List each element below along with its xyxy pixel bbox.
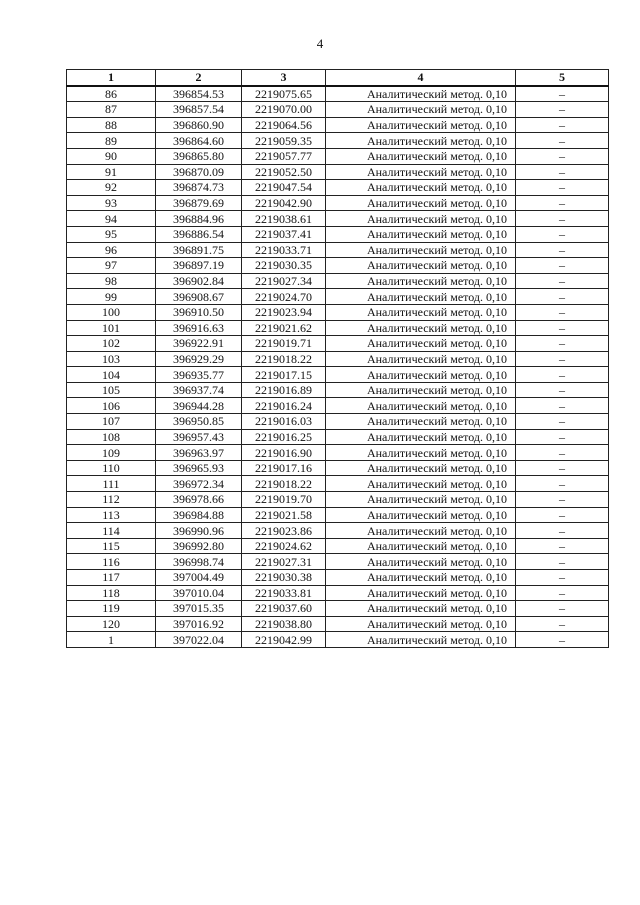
cell-method-accuracy: Аналитический метод. 0,10 xyxy=(326,195,516,211)
cell-note: – xyxy=(516,133,609,149)
cell-method-accuracy: Аналитический метод. 0,10 xyxy=(326,102,516,118)
cell-x-coordinate: 396854.53 xyxy=(156,86,242,102)
cell-y-coordinate: 2219016.24 xyxy=(242,398,326,414)
cell-point-number: 93 xyxy=(67,195,156,211)
cell-point-number: 94 xyxy=(67,211,156,227)
table-header-row xyxy=(67,70,609,86)
cell-note: – xyxy=(516,195,609,211)
cell-note: – xyxy=(516,289,609,305)
cell-note: – xyxy=(516,273,609,289)
cell-point-number: 87 xyxy=(67,102,156,118)
cell-note: – xyxy=(516,211,609,227)
table-row xyxy=(67,289,609,305)
cell-y-coordinate: 2219024.70 xyxy=(242,289,326,305)
cell-note: – xyxy=(516,585,609,601)
cell-note: – xyxy=(516,320,609,336)
cell-point-number: 107 xyxy=(67,414,156,430)
cell-method-accuracy: Аналитический метод. 0,10 xyxy=(326,570,516,586)
cell-note: – xyxy=(516,180,609,196)
cell-point-number: 115 xyxy=(67,538,156,554)
cell-y-coordinate: 2219057.77 xyxy=(242,148,326,164)
cell-note: – xyxy=(516,242,609,258)
cell-method-accuracy: Аналитический метод. 0,10 xyxy=(326,273,516,289)
cell-method-accuracy: Аналитический метод. 0,10 xyxy=(326,117,516,133)
table-body xyxy=(67,86,609,648)
cell-x-coordinate: 396950.85 xyxy=(156,414,242,430)
cell-y-coordinate: 2219017.16 xyxy=(242,460,326,476)
cell-method-accuracy: Аналитический метод. 0,10 xyxy=(326,398,516,414)
cell-method-accuracy: Аналитический метод. 0,10 xyxy=(326,616,516,632)
cell-method-accuracy: Аналитический метод. 0,10 xyxy=(326,226,516,242)
cell-x-coordinate: 396990.96 xyxy=(156,523,242,539)
cell-y-coordinate: 2219047.54 xyxy=(242,180,326,196)
cell-x-coordinate: 396916.63 xyxy=(156,320,242,336)
cell-point-number: 102 xyxy=(67,336,156,352)
cell-method-accuracy: Аналитический метод. 0,10 xyxy=(326,133,516,149)
table-row xyxy=(67,507,609,523)
cell-y-coordinate: 2219042.90 xyxy=(242,195,326,211)
cell-x-coordinate: 396929.29 xyxy=(156,351,242,367)
cell-method-accuracy: Аналитический метод. 0,10 xyxy=(326,320,516,336)
cell-note: – xyxy=(516,570,609,586)
table-row xyxy=(67,585,609,601)
table-row xyxy=(67,304,609,320)
cell-point-number: 119 xyxy=(67,601,156,617)
cell-x-coordinate: 396998.74 xyxy=(156,554,242,570)
cell-y-coordinate: 2219033.81 xyxy=(242,585,326,601)
table-row xyxy=(67,133,609,149)
cell-x-coordinate: 396944.28 xyxy=(156,398,242,414)
table-row xyxy=(67,273,609,289)
cell-point-number: 106 xyxy=(67,398,156,414)
table-row xyxy=(67,601,609,617)
table-row xyxy=(67,414,609,430)
table-row xyxy=(67,258,609,274)
cell-x-coordinate: 396857.54 xyxy=(156,102,242,118)
table-row xyxy=(67,616,609,632)
cell-method-accuracy: Аналитический метод. 0,10 xyxy=(326,242,516,258)
cell-y-coordinate: 2219016.89 xyxy=(242,382,326,398)
cell-y-coordinate: 2219016.90 xyxy=(242,445,326,461)
table-row xyxy=(67,320,609,336)
cell-x-coordinate: 396865.80 xyxy=(156,148,242,164)
cell-point-number: 113 xyxy=(67,507,156,523)
cell-point-number: 104 xyxy=(67,367,156,383)
cell-point-number: 108 xyxy=(67,429,156,445)
column-header-5: 5 xyxy=(516,70,609,86)
cell-point-number: 109 xyxy=(67,445,156,461)
cell-point-number: 100 xyxy=(67,304,156,320)
cell-note: – xyxy=(516,148,609,164)
table-row xyxy=(67,351,609,367)
cell-point-number: 120 xyxy=(67,616,156,632)
cell-note: – xyxy=(516,414,609,430)
cell-x-coordinate: 396935.77 xyxy=(156,367,242,383)
table-row xyxy=(67,164,609,180)
cell-y-coordinate: 2219070.00 xyxy=(242,102,326,118)
table-row xyxy=(67,398,609,414)
cell-y-coordinate: 2219030.38 xyxy=(242,570,326,586)
cell-x-coordinate: 396860.90 xyxy=(156,117,242,133)
table-row xyxy=(67,523,609,539)
cell-method-accuracy: Аналитический метод. 0,10 xyxy=(326,148,516,164)
cell-method-accuracy: Аналитический метод. 0,10 xyxy=(326,632,516,648)
cell-method-accuracy: Аналитический метод. 0,10 xyxy=(326,304,516,320)
cell-method-accuracy: Аналитический метод. 0,10 xyxy=(326,523,516,539)
table-row xyxy=(67,226,609,242)
cell-point-number: 89 xyxy=(67,133,156,149)
cell-method-accuracy: Аналитический метод. 0,10 xyxy=(326,554,516,570)
cell-y-coordinate: 2219019.71 xyxy=(242,336,326,352)
cell-y-coordinate: 2219018.22 xyxy=(242,351,326,367)
cell-point-number: 101 xyxy=(67,320,156,336)
cell-x-coordinate: 397015.35 xyxy=(156,601,242,617)
cell-method-accuracy: Аналитический метод. 0,10 xyxy=(326,351,516,367)
cell-x-coordinate: 396984.88 xyxy=(156,507,242,523)
cell-y-coordinate: 2219016.25 xyxy=(242,429,326,445)
cell-method-accuracy: Аналитический метод. 0,10 xyxy=(326,180,516,196)
cell-note: – xyxy=(516,351,609,367)
cell-point-number: 97 xyxy=(67,258,156,274)
cell-y-coordinate: 2219016.03 xyxy=(242,414,326,430)
cell-note: – xyxy=(516,460,609,476)
cell-x-coordinate: 396884.96 xyxy=(156,211,242,227)
cell-method-accuracy: Аналитический метод. 0,10 xyxy=(326,367,516,383)
cell-x-coordinate: 396879.69 xyxy=(156,195,242,211)
cell-x-coordinate: 396886.54 xyxy=(156,226,242,242)
cell-method-accuracy: Аналитический метод. 0,10 xyxy=(326,289,516,305)
cell-note: – xyxy=(516,102,609,118)
cell-point-number: 118 xyxy=(67,585,156,601)
cell-point-number: 96 xyxy=(67,242,156,258)
cell-note: – xyxy=(516,382,609,398)
table-row xyxy=(67,336,609,352)
table-row xyxy=(67,195,609,211)
cell-note: – xyxy=(516,336,609,352)
cell-method-accuracy: Аналитический метод. 0,10 xyxy=(326,538,516,554)
cell-method-accuracy: Аналитический метод. 0,10 xyxy=(326,164,516,180)
cell-point-number: 111 xyxy=(67,476,156,492)
cell-x-coordinate: 396972.34 xyxy=(156,476,242,492)
cell-y-coordinate: 2219023.94 xyxy=(242,304,326,320)
table-row xyxy=(67,180,609,196)
cell-x-coordinate: 396864.60 xyxy=(156,133,242,149)
table-row xyxy=(67,460,609,476)
table-row xyxy=(67,492,609,508)
page-number: 4 xyxy=(316,36,324,51)
cell-x-coordinate: 397004.49 xyxy=(156,570,242,586)
cell-note: – xyxy=(516,492,609,508)
cell-y-coordinate: 2219033.71 xyxy=(242,242,326,258)
cell-method-accuracy: Аналитический метод. 0,10 xyxy=(326,445,516,461)
cell-x-coordinate: 396897.19 xyxy=(156,258,242,274)
cell-note: – xyxy=(516,554,609,570)
cell-y-coordinate: 2219059.35 xyxy=(242,133,326,149)
cell-x-coordinate: 396902.84 xyxy=(156,273,242,289)
cell-x-coordinate: 396957.43 xyxy=(156,429,242,445)
cell-y-coordinate: 2219075.65 xyxy=(242,86,326,102)
cell-point-number: 99 xyxy=(67,289,156,305)
cell-x-coordinate: 397016.92 xyxy=(156,616,242,632)
table-row xyxy=(67,102,609,118)
cell-point-number: 91 xyxy=(67,164,156,180)
cell-method-accuracy: Аналитический метод. 0,10 xyxy=(326,585,516,601)
cell-x-coordinate: 396965.93 xyxy=(156,460,242,476)
table-row xyxy=(67,367,609,383)
cell-y-coordinate: 2219037.60 xyxy=(242,601,326,617)
cell-y-coordinate: 2219021.58 xyxy=(242,507,326,523)
cell-method-accuracy: Аналитический метод. 0,10 xyxy=(326,382,516,398)
cell-x-coordinate: 396870.09 xyxy=(156,164,242,180)
column-header-3: 3 xyxy=(242,70,326,86)
cell-x-coordinate: 396908.67 xyxy=(156,289,242,305)
table-row xyxy=(67,429,609,445)
cell-point-number: 110 xyxy=(67,460,156,476)
cell-method-accuracy: Аналитический метод. 0,10 xyxy=(326,507,516,523)
cell-point-number: 90 xyxy=(67,148,156,164)
cell-y-coordinate: 2219064.56 xyxy=(242,117,326,133)
cell-y-coordinate: 2219042.99 xyxy=(242,632,326,648)
cell-y-coordinate: 2219024.62 xyxy=(242,538,326,554)
cell-method-accuracy: Аналитический метод. 0,10 xyxy=(326,492,516,508)
cell-point-number: 92 xyxy=(67,180,156,196)
table-row xyxy=(67,148,609,164)
cell-x-coordinate: 397010.04 xyxy=(156,585,242,601)
cell-note: – xyxy=(516,429,609,445)
cell-point-number: 103 xyxy=(67,351,156,367)
cell-x-coordinate: 396874.73 xyxy=(156,180,242,196)
table-row xyxy=(67,242,609,258)
cell-note: – xyxy=(516,601,609,617)
cell-point-number: 98 xyxy=(67,273,156,289)
cell-note: – xyxy=(516,258,609,274)
cell-note: – xyxy=(516,367,609,383)
cell-x-coordinate: 396978.66 xyxy=(156,492,242,508)
cell-note: – xyxy=(516,226,609,242)
coordinates-table xyxy=(66,69,609,648)
table-row xyxy=(67,632,609,648)
cell-method-accuracy: Аналитический метод. 0,10 xyxy=(326,336,516,352)
table-row xyxy=(67,86,609,102)
cell-method-accuracy: Аналитический метод. 0,10 xyxy=(326,86,516,102)
cell-method-accuracy: Аналитический метод. 0,10 xyxy=(326,258,516,274)
cell-x-coordinate: 396891.75 xyxy=(156,242,242,258)
cell-x-coordinate: 396922.91 xyxy=(156,336,242,352)
cell-y-coordinate: 2219027.31 xyxy=(242,554,326,570)
table-row xyxy=(67,476,609,492)
cell-y-coordinate: 2219052.50 xyxy=(242,164,326,180)
cell-note: – xyxy=(516,398,609,414)
cell-y-coordinate: 2219037.41 xyxy=(242,226,326,242)
table-row xyxy=(67,445,609,461)
cell-point-number: 116 xyxy=(67,554,156,570)
cell-note: – xyxy=(516,304,609,320)
cell-y-coordinate: 2219017.15 xyxy=(242,367,326,383)
cell-y-coordinate: 2219038.61 xyxy=(242,211,326,227)
cell-note: – xyxy=(516,164,609,180)
cell-method-accuracy: Аналитический метод. 0,10 xyxy=(326,414,516,430)
cell-note: – xyxy=(516,86,609,102)
cell-note: – xyxy=(516,476,609,492)
cell-y-coordinate: 2219019.70 xyxy=(242,492,326,508)
cell-x-coordinate: 397022.04 xyxy=(156,632,242,648)
cell-note: – xyxy=(516,616,609,632)
table-row xyxy=(67,554,609,570)
cell-note: – xyxy=(516,507,609,523)
table-row xyxy=(67,570,609,586)
cell-y-coordinate: 2219030.35 xyxy=(242,258,326,274)
cell-note: – xyxy=(516,117,609,133)
cell-note: – xyxy=(516,538,609,554)
cell-point-number: 117 xyxy=(67,570,156,586)
cell-note: – xyxy=(516,445,609,461)
cell-method-accuracy: Аналитический метод. 0,10 xyxy=(326,429,516,445)
cell-method-accuracy: Аналитический метод. 0,10 xyxy=(326,601,516,617)
cell-x-coordinate: 396992.80 xyxy=(156,538,242,554)
cell-method-accuracy: Аналитический метод. 0,10 xyxy=(326,460,516,476)
cell-y-coordinate: 2219027.34 xyxy=(242,273,326,289)
cell-x-coordinate: 396963.97 xyxy=(156,445,242,461)
cell-method-accuracy: Аналитический метод. 0,10 xyxy=(326,476,516,492)
cell-y-coordinate: 2219038.80 xyxy=(242,616,326,632)
table-row xyxy=(67,538,609,554)
cell-y-coordinate: 2219021.62 xyxy=(242,320,326,336)
table-row xyxy=(67,117,609,133)
cell-point-number: 95 xyxy=(67,226,156,242)
cell-point-number: 1 xyxy=(67,632,156,648)
table-row xyxy=(67,382,609,398)
cell-x-coordinate: 396937.74 xyxy=(156,382,242,398)
cell-point-number: 86 xyxy=(67,86,156,102)
cell-x-coordinate: 396910.50 xyxy=(156,304,242,320)
column-header-4: 4 xyxy=(326,70,516,86)
column-header-1: 1 xyxy=(67,70,156,86)
cell-point-number: 112 xyxy=(67,492,156,508)
cell-y-coordinate: 2219023.86 xyxy=(242,523,326,539)
cell-point-number: 105 xyxy=(67,382,156,398)
column-header-2: 2 xyxy=(156,70,242,86)
cell-point-number: 88 xyxy=(67,117,156,133)
cell-note: – xyxy=(516,632,609,648)
cell-point-number: 114 xyxy=(67,523,156,539)
cell-method-accuracy: Аналитический метод. 0,10 xyxy=(326,211,516,227)
table-row xyxy=(67,211,609,227)
cell-note: – xyxy=(516,523,609,539)
cell-y-coordinate: 2219018.22 xyxy=(242,476,326,492)
